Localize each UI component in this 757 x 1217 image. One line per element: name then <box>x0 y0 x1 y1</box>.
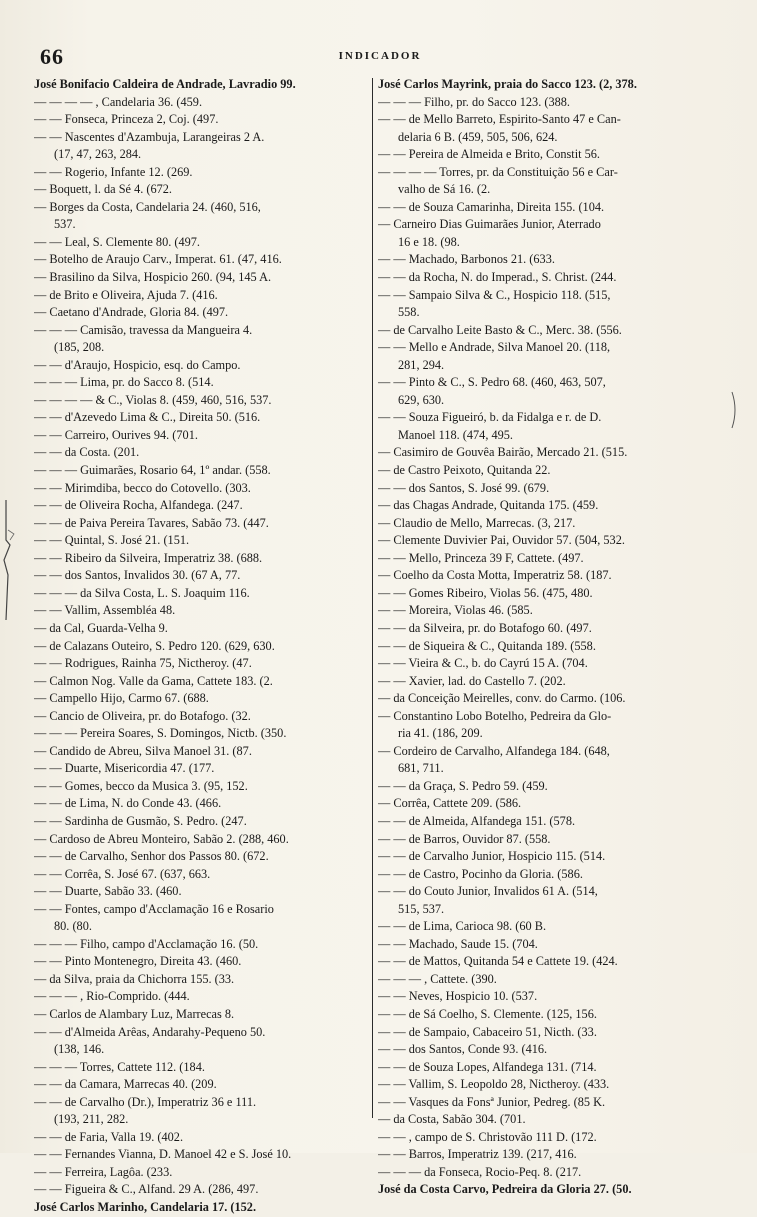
directory-entry-line: 515, 537. <box>398 901 445 916</box>
directory-entry-line: — — Figueira & C., Alfand. 29 A. (286, 497. <box>34 1182 259 1197</box>
directory-entry-line: — Boquett, l. da Sé 4. (672. <box>34 182 172 197</box>
directory-entry-line: — — Corrêa, S. José 67. (637, 663. <box>34 866 211 881</box>
directory-entry-line: — — Souza Figueiró, b. da Fidalga e r. de D. <box>378 410 602 425</box>
directory-entry-line: — — Neves, Hospicio 10. (537. <box>378 989 538 1004</box>
directory-entry-line: — — Quintal, S. José 21. (151. <box>34 533 190 548</box>
directory-entry-line: — — Carreiro, Ourives 94. (701. <box>34 427 198 442</box>
right-column <box>378 76 716 1199</box>
directory-entry-line: — — , campo de S. Christovão 111 D. (172. <box>378 1129 597 1144</box>
directory-entry-line: — — de Carvalho, Senhor dos Passos 80. (672. <box>34 849 269 864</box>
directory-entry-line: — de Carvalho Leite Basto & C., Merc. 38. (556. <box>378 322 622 337</box>
directory-entry-line: — — Vallim, Assembléa 48. <box>34 603 176 618</box>
directory-entry-line: 629, 630. <box>398 392 445 407</box>
directory-entry-line: 80. (80. <box>54 919 92 934</box>
directory-entry-line: — — Fonseca, Princeza 2, Coj. (497. <box>34 112 219 127</box>
directory-entry-line: — — do Couto Junior, Invalidos 61 A. (514, <box>378 884 598 899</box>
directory-entry-line: — — Pereira de Almeida e Brito, Constit 56. <box>378 147 600 162</box>
directory-entry-line: — Casimiro de Gouvêa Bairão, Mercado 21. (515. <box>378 445 628 460</box>
directory-entry-line: — da Conceição Meirelles, conv. do Carmo. (106. <box>378 691 626 706</box>
directory-entry-line: — Cardoso de Abreu Monteiro, Sabão 2. (288, 460. <box>34 831 289 846</box>
directory-entry-line: — — da Silveira, pr. do Botafogo 60. (497. <box>378 620 592 635</box>
directory-entry-line: — da Silva, praia da Chichorra 155. (33. <box>34 971 235 986</box>
directory-entry-line: — — Sardinha de Gusmão, S. Pedro. (247. <box>34 813 247 828</box>
directory-entry-line: — — Machado, Saude 15. (704. <box>378 936 538 951</box>
directory-entry-line: — — Ferreira, Lagôa. (233. <box>34 1164 173 1179</box>
directory-entry-line: — da Costa, Sabão 304. (701. <box>378 1112 526 1127</box>
directory-entry-line: — — de Faria, Valla 19. (402. <box>34 1129 184 1144</box>
binding-mark <box>0 500 20 620</box>
directory-entry-line: — — da Costa. (201. <box>34 445 140 460</box>
directory-entry-line: — — — Pereira Soares, S. Domingos, Nictb. (350. <box>34 726 287 741</box>
directory-entry-line: — — da Graça, S. Pedro 59. (459. <box>378 778 548 793</box>
directory-entry-line: — Candido de Abreu, Silva Manoel 31. (87. <box>34 743 252 758</box>
directory-entry-line: — — — — Torres, pr. da Constituição 56 e Car- <box>378 164 618 179</box>
directory-entry-line: — — Vallim, S. Leopoldo 28, Nictheroy. (433. <box>378 1077 610 1092</box>
directory-entry-line: — — de Paiva Pereira Tavares, Sabão 73. (447. <box>34 515 269 530</box>
directory-entry-line: — — Barros, Imperatriz 139. (217, 416. <box>378 1147 577 1162</box>
directory-entry-line: — — d'Azevedo Lima & C., Direita 50. (516. <box>34 410 261 425</box>
directory-entry-line: — — — Filho, pr. do Sacco 123. (388. <box>378 94 570 109</box>
directory-entry-line: 537. <box>54 217 76 232</box>
directory-entry-line: — — de Sampaio, Cabaceiro 51, Nicth. (33. <box>378 1024 597 1039</box>
directory-entry-line: 16 e 18. (98. <box>398 234 460 249</box>
directory-entry-line: — — Pinto & C., S. Pedro 68. (460, 463, 507, <box>378 375 606 390</box>
directory-entry-line: — — de Souza Lopes, Alfandega 131. (714. <box>378 1059 597 1074</box>
page-header <box>40 44 720 68</box>
directory-entry-line: (193, 211, 282. <box>54 1112 129 1127</box>
directory-entry-line: — — Moreira, Violas 46. (585. <box>378 603 533 618</box>
directory-entry-line: — — Nascentes d'Azambuja, Larangeiras 2 A. <box>34 129 265 144</box>
directory-entry-line: — Brasilino da Silva, Hospicio 260. (94, 145 A. <box>34 270 272 285</box>
directory-entry-line: — — Pinto Montenegro, Direita 43. (460. <box>34 954 242 969</box>
directory-entry-line: — de Castro Peixoto, Quitanda 22. <box>378 463 551 478</box>
directory-entry-line: — — de Mattos, Quitanda 54 e Cattete 19. (424. <box>378 954 618 969</box>
directory-entry-line: José Bonifacio Caldeira de Andrade, Lavradio 99. <box>34 77 296 91</box>
directory-entry-line: — — Vieira & C., b. do Cayrú 15 A. (704. <box>378 656 588 671</box>
directory-entry-line: — — Duarte, Misericordia 47. (177. <box>34 761 215 776</box>
directory-entry-line: — — da Rocha, N. do Imperad., S. Christ. (244. <box>378 270 617 285</box>
column-divider <box>372 78 373 1118</box>
directory-entry-line: — — de Lima, N. do Conde 43. (466. <box>34 796 222 811</box>
directory-entry-line: José Carlos Mayrink, praia do Sacco 123. (2, 378. <box>378 77 637 91</box>
directory-entry-line: 558. <box>398 305 420 320</box>
directory-entry-line: — — Vasques da Fonsª Junior, Pedreg. (85 K. <box>378 1094 606 1109</box>
directory-entry-line: — — Leal, S. Clemente 80. (497. <box>34 234 200 249</box>
directory-entry-line: — — — — & C., Violas 8. (459, 460, 516, 537. <box>34 392 272 407</box>
directory-entry-line: José da Costa Carvo, Pedreira da Gloria 27. (50. <box>378 1182 632 1197</box>
directory-entry-line: — — Fontes, campo d'Acclamação 16 e Rosario <box>34 901 274 916</box>
directory-entry-line: — — Mirimdiba, becco do Cotovello. (303. <box>34 480 251 495</box>
directory-entry-line: — — — Filho, campo d'Acclamação 16. (50. <box>34 936 259 951</box>
running-head: INDICADOR <box>338 50 422 62</box>
directory-entry-line: — — — Camisão, travessa da Mangueira 4. <box>34 322 253 337</box>
directory-entry-line: — — — da Silva Costa, L. S. Joaquim 116. <box>34 585 250 600</box>
directory-entry-line: — — de Souza Camarinha, Direita 155. (104. <box>378 199 605 214</box>
directory-entry-line: — — — , Cattete. (390. <box>378 971 497 986</box>
directory-entry-line: (138, 146. <box>54 1042 105 1057</box>
directory-entry-line: — — — — , Candelaria 36. (459. <box>34 94 203 109</box>
directory-columns <box>34 76 734 1214</box>
directory-entry-line: — — — Torres, Cattete 112. (184. <box>34 1059 205 1074</box>
directory-entry-line: 281, 294. <box>398 357 445 372</box>
directory-entry-line: — — dos Santos, Conde 93. (416. <box>378 1042 548 1057</box>
directory-entry-line: — — Rogerio, Infante 12. (269. <box>34 164 193 179</box>
directory-entry-line: — Corrêa, Cattete 209. (586. <box>378 796 522 811</box>
directory-entry-line: delaria 6 B. (459, 505, 506, 624. <box>398 129 558 144</box>
directory-entry-line: — Claudio de Mello, Marrecas. (3, 217. <box>378 515 576 530</box>
directory-entry-line: — Cordeiro de Carvalho, Alfandega 184. (648, <box>378 743 610 758</box>
directory-entry-line: (185, 208. <box>54 340 105 355</box>
directory-entry-line: — — Machado, Barbonos 21. (633. <box>378 252 555 267</box>
directory-entry-line: 681, 711. <box>398 761 444 776</box>
directory-entry-line: — Borges da Costa, Candelaria 24. (460, 516, <box>34 199 261 214</box>
directory-entry-line: — — Gomes Ribeiro, Violas 56. (475, 480. <box>378 585 593 600</box>
directory-entry-line: — — de Barros, Ouvidor 87. (558. <box>378 831 551 846</box>
directory-entry-line: — — Ribeiro da Silveira, Imperatriz 38. (688. <box>34 550 263 565</box>
directory-entry-line: — — de Castro, Pocinho da Gloria. (586. <box>378 866 583 881</box>
directory-entry-line: — da Cal, Guarda-Velha 9. <box>34 620 168 635</box>
directory-entry-line: — — Mello e Andrade, Silva Manoel 20. (118, <box>378 340 611 355</box>
directory-entry-line: — — de Almeida, Alfandega 151. (578. <box>378 813 576 828</box>
directory-entry-line: — — Sampaio Silva & C., Hospicio 118. (515, <box>378 287 611 302</box>
directory-entry-line: — — de Siqueira & C., Quitanda 189. (558. <box>378 638 596 653</box>
directory-entry-line: — de Brito e Oliveira, Ajuda 7. (416. <box>34 287 218 302</box>
directory-entry-line: — Campello Hijo, Carmo 67. (688. <box>34 691 209 706</box>
directory-entry-line: — — de Mello Barreto, Espirito-Santo 47 e Can- <box>378 112 621 127</box>
directory-entry-line: — Botelho de Araujo Carv., Imperat. 61. (47, 416. <box>34 252 282 267</box>
directory-entry-line: — — Xavier, lad. do Castello 7. (202. <box>378 673 566 688</box>
directory-entry-line: — Clemente Duvivier Pai, Ouvidor 57. (504, 532. <box>378 533 625 548</box>
directory-entry-line: — Carneiro Dias Guimarães Junior, Aterrado <box>378 217 601 232</box>
directory-entry-line: — — — Lima, pr. do Sacco 8. (514. <box>34 375 214 390</box>
directory-entry-line: — — Duarte, Sabão 33. (460. <box>34 884 182 899</box>
directory-entry-line: — Cancio de Oliveira, pr. do Botafogo. (32. <box>34 708 251 723</box>
directory-entry-line: — — d'Araujo, Hospicio, esq. do Campo. <box>34 357 241 372</box>
directory-entry-line: — Coelho da Costa Motta, Imperatriz 58. (187. <box>378 568 612 583</box>
directory-entry-line: — — de Lima, Carioca 98. (60 B. <box>378 919 547 934</box>
directory-entry-line: José Carlos Marinho, Candelaria 17. (152. <box>34 1200 257 1214</box>
directory-entry-line: — — Gomes, becco da Musica 3. (95, 152. <box>34 778 248 793</box>
page-number: 66 <box>40 44 64 69</box>
directory-entry-line: — — Mello, Princeza 39 F, Cattete. (497. <box>378 550 584 565</box>
directory-entry-line: — — — , Rio-Comprido. (444. <box>34 989 190 1004</box>
directory-entry-line: ria 41. (186, 209. <box>398 726 483 741</box>
directory-entry-line: — — Fernandes Vianna, D. Manoel 42 e S. José 10. <box>34 1147 292 1162</box>
directory-entry-line: — Calmon Nog. Valle da Gama, Cattete 183. (2. <box>34 673 273 688</box>
directory-entry-line: — das Chagas Andrade, Quitanda 175. (459. <box>378 498 599 513</box>
directory-entry-line: — — de Carvalho Junior, Hospicio 115. (514. <box>378 849 606 864</box>
directory-entry-line: — — de Carvalho (Dr.), Imperatriz 36 e 111. <box>34 1094 257 1109</box>
directory-entry-line: — — de Sá Coelho, S. Clemente. (125, 156. <box>378 1006 597 1021</box>
directory-entry-line: — Carlos de Alambary Luz, Marrecas 8. <box>34 1006 235 1021</box>
directory-entry-line: — — — da Fonseca, Rocio-Peq. 8. (217. <box>378 1164 582 1179</box>
directory-entry-line: — — dos Santos, S. José 99. (679. <box>378 480 550 495</box>
directory-entry-line: — — Rodrigues, Rainha 75, Nictheroy. (47. <box>34 656 252 671</box>
directory-entry-line: Manoel 118. (474, 495. <box>398 427 513 442</box>
directory-entry-line: — — de Oliveira Rocha, Alfandega. (247. <box>34 498 243 513</box>
margin-bracket-mark <box>730 390 740 430</box>
directory-entry-line: — — dos Santos, Invalidos 30. (67 A, 77. <box>34 568 241 583</box>
directory-entry-line: — — — Guimarães, Rosario 64, 1º andar. (558. <box>34 463 271 478</box>
directory-entry-line: — Constantino Lobo Botelho, Pedreira da Glo- <box>378 708 612 723</box>
directory-entry-line: valho de Sá 16. (2. <box>398 182 491 197</box>
left-column <box>34 76 372 1217</box>
directory-entry-line: (17, 47, 263, 284. <box>54 147 142 162</box>
directory-entry-line: — — d'Almeida Arêas, Andarahy-Pequeno 50. <box>34 1024 266 1039</box>
directory-entry-line: — Caetano d'Andrade, Gloria 84. (497. <box>34 305 229 320</box>
directory-entry-line: — — da Camara, Marrecas 40. (209. <box>34 1077 217 1092</box>
directory-entry-line: — de Calazans Outeiro, S. Pedro 120. (629, 630. <box>34 638 275 653</box>
